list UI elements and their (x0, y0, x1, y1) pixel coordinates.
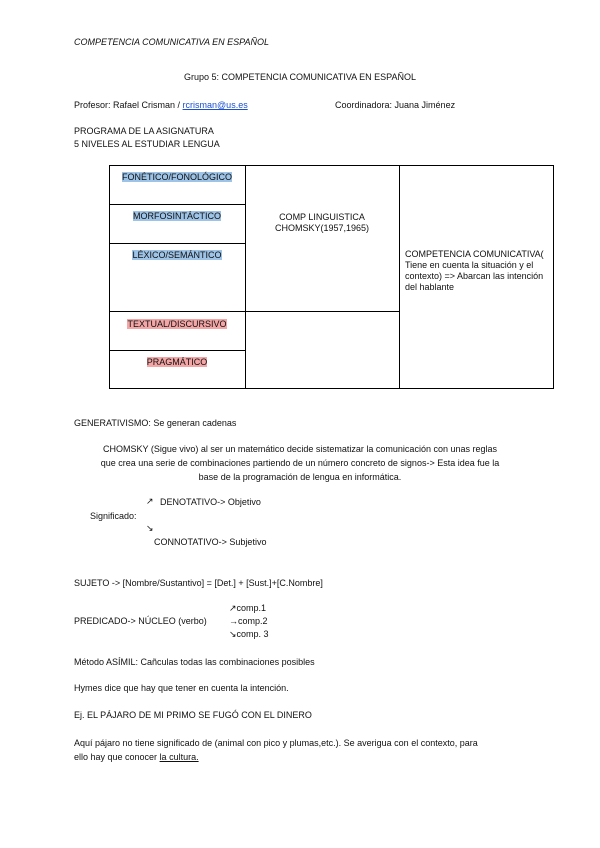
level-lexico: LÉXICO/SEMÁNTICO (132, 250, 222, 260)
arrow-down-icon: ↘ (146, 523, 154, 533)
comp-2: →comp.2 (229, 616, 268, 626)
metodo-asimil: Método ASÍMIL: Cañculas todas las combinaciones posibles (74, 657, 315, 667)
ejemplo: Ej. EL PÁJARO DE MI PRIMO SE FUGÓ CON EL DINERO (74, 710, 312, 720)
level-fonetico: FONÉTICO/FONOLÓGICO (121, 172, 232, 182)
competencia-comunicativa: COMPETENCIA COMUNICATIVA( Tiene en cuenta la situación y el contexto) => Abarcan las intención del hablante (405, 249, 544, 292)
page-header: COMPETENCIA COMUNICATIVA EN ESPAÑOL (74, 37, 270, 47)
level-pragmatico: PRAGMÁTICO (146, 357, 208, 367)
group-title: Grupo 5: COMPETENCIA COMUNICATIVA EN ESPAÑOL (183, 72, 417, 82)
level-textual: TEXTUAL/DISCURSIVO (127, 319, 227, 329)
significado-label: Significado: (90, 511, 137, 521)
professor-email-link[interactable]: rcrisman@us.es (182, 100, 248, 110)
aqui-paragraph: Aquí pájaro no tiene significado de (animal con pico y plumas,etc.). Se averigua con el contexto, para ello hay que conocer la cultura. (74, 738, 478, 762)
comp-linguistica: COMP LINGUISTICA CHOMSKY(1957,1965) (274, 212, 370, 233)
coordinator: Coordinadora: Juana Jiménez (335, 100, 456, 110)
connotativo: CONNOTATIVO-> Subjetivo (154, 537, 267, 547)
cultura-link: la cultura. (159, 752, 199, 762)
generativismo: GENERATIVISMO: Se generan cadenas (74, 418, 237, 428)
professor-line (74, 100, 248, 110)
chomsky-paragraph: CHOMSKY (Sigue vivo) al ser un matemático decide sistematizar la comunicación con unas reglas que crea una serie de combinaciones partiendo de un número concreto de signos-> Esta idea fue la base de la programación de lengua en informática. (100, 444, 500, 482)
arrow-up-icon: ↗ (146, 496, 154, 506)
predicado-label: PREDICADO-> NÚCLEO (verbo) (74, 616, 207, 626)
program-title: PROGRAMA DE LA ASIGNATURA (74, 126, 214, 136)
level-morfosintactico: MORFOSINTÁCTICO (133, 211, 221, 221)
denotativo: DENOTATIVO-> Objetivo (160, 497, 261, 507)
levels-title: 5 NIVELES AL ESTUDIAR LENGUA (74, 139, 220, 149)
comp-3: ↘comp. 3 (229, 629, 269, 639)
comp-1: ↗comp.1 (229, 603, 267, 613)
professor-label: Profesor: Rafael Crisman / (74, 100, 183, 110)
hymes: Hymes dice que hay que tener en cuenta la intención. (74, 683, 289, 693)
sujeto: SUJETO -> [Nombre/Sustantivo] = [Det.] + [Sust.]+[C.Nombre] (74, 578, 323, 588)
